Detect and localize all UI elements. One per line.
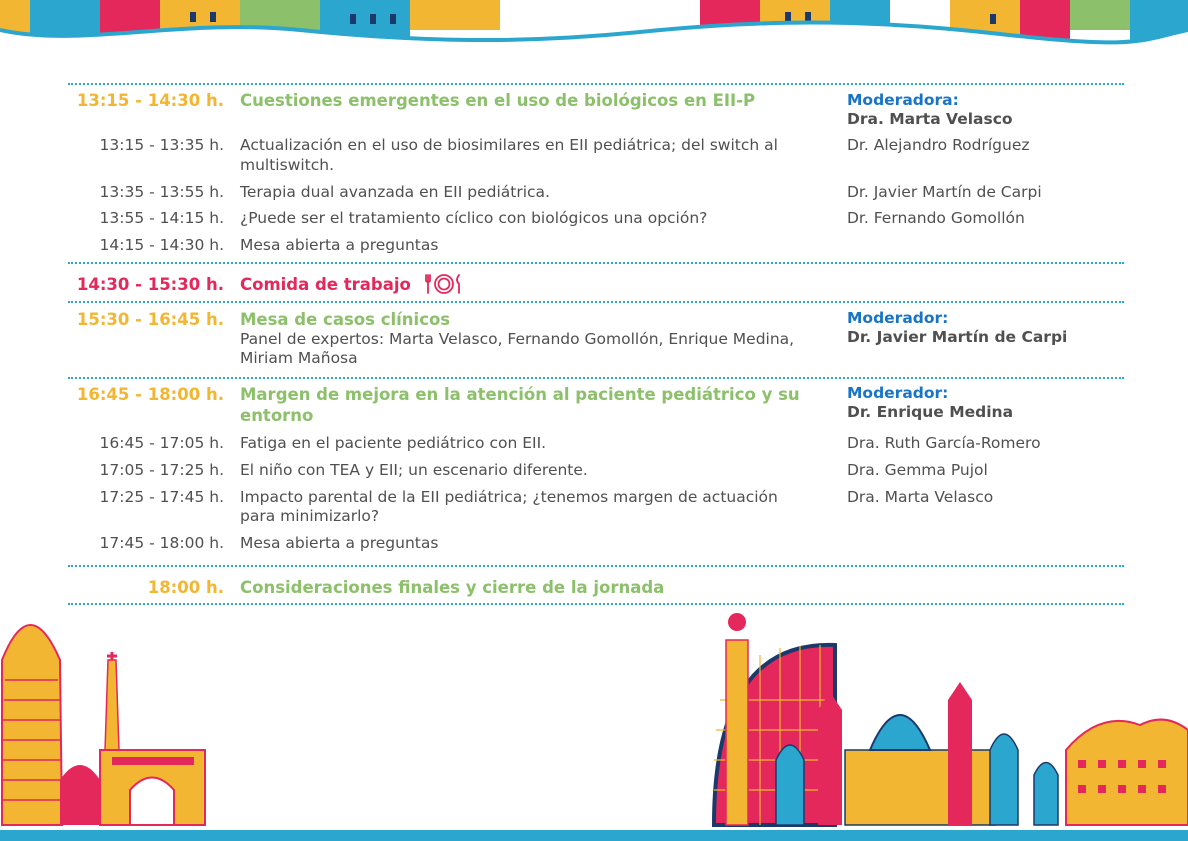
- talk-title: Terapia dual avanzada en EII pediátrica.: [240, 183, 550, 201]
- talk-title: El niño con TEA y EII; un escenario diferente.: [240, 461, 588, 479]
- talk-time: 16:45 - 17:05 h.: [99, 434, 224, 452]
- talk-time: 17:45 - 18:00 h.: [99, 534, 224, 552]
- talk-title: multiswitch.: [240, 156, 335, 174]
- speaker-name: Dr. Javier Martín de Carpi: [847, 183, 1042, 201]
- speaker-name: Dr. Alejandro Rodríguez: [847, 136, 1030, 154]
- session-time: 14:30 - 15:30 h.: [76, 275, 224, 294]
- talk-title: Mesa abierta a preguntas: [240, 236, 439, 254]
- talk-time: 17:05 - 17:25 h.: [99, 461, 224, 479]
- talk-title: para minimizarlo?: [240, 507, 380, 525]
- talk-title: Mesa abierta a preguntas: [240, 534, 439, 552]
- dining-icon: [425, 272, 463, 296]
- session-title: Margen de mejora en la atención al paciente pediátrico y su: [240, 385, 800, 404]
- moderator-name: Dr. Enrique Medina: [847, 403, 1014, 421]
- talk-title: Actualización en el uso de biosimilares en EII pediátrica; del switch al: [240, 136, 778, 154]
- session-title: Cuestiones emergentes en el uso de biológicos en EII-P: [240, 91, 756, 110]
- moderator-role: Moderador:: [847, 384, 949, 402]
- moderator-name: Dr. Javier Martín de Carpi: [847, 328, 1068, 346]
- talk-title: Impacto parental de la EII pediátrica; ¿tenemos margen de actuación: [240, 488, 778, 506]
- session-description: Panel de expertos: Marta Velasco, Fernando Gomollón, Enrique Medina,: [240, 330, 795, 348]
- moderator-name: Dra. Marta Velasco: [847, 110, 1013, 128]
- talk-time: 13:35 - 13:55 h.: [99, 183, 224, 201]
- talk-time: 14:15 - 14:30 h.: [99, 236, 224, 254]
- talk-time: 13:55 - 14:15 h.: [99, 209, 224, 227]
- talk-time: 13:15 - 13:35 h.: [99, 136, 224, 154]
- speaker-name: Dra. Gemma Pujol: [847, 461, 988, 479]
- header-illustration: [0, 0, 1188, 50]
- speaker-name: Dra. Ruth García-Romero: [847, 434, 1041, 452]
- moderator-role: Moderador:: [847, 309, 949, 327]
- session-time: 13:15 - 14:30 h.: [76, 91, 224, 110]
- session-title: Mesa de casos clínicos: [240, 310, 451, 329]
- talk-title: Fatiga en el paciente pediátrico con EII.: [240, 434, 547, 452]
- speaker-name: Dra. Marta Velasco: [847, 488, 994, 506]
- session-description: Miriam Mañosa: [240, 349, 358, 367]
- session-title: Comida de trabajo: [240, 275, 411, 294]
- session-title: entorno: [240, 406, 314, 425]
- speaker-name: Dr. Fernando Gomollón: [847, 209, 1025, 227]
- talk-title: ¿Puede ser el tratamiento cíclico con biológicos una opción?: [240, 209, 708, 227]
- separator: [68, 565, 1124, 567]
- footer-illustration: [0, 600, 1188, 841]
- separator: [68, 83, 1124, 85]
- separator: [68, 301, 1124, 303]
- session-time: 16:45 - 18:00 h.: [76, 385, 224, 404]
- talk-time: 17:25 - 17:45 h.: [99, 488, 224, 506]
- separator: [68, 262, 1124, 264]
- session-time: 18:00 h.: [147, 578, 224, 597]
- session-time: 15:30 - 16:45 h.: [76, 310, 224, 329]
- separator: [68, 377, 1124, 379]
- moderator-role: Moderadora:: [847, 91, 959, 109]
- session-title: Consideraciones finales y cierre de la jornada: [240, 578, 665, 597]
